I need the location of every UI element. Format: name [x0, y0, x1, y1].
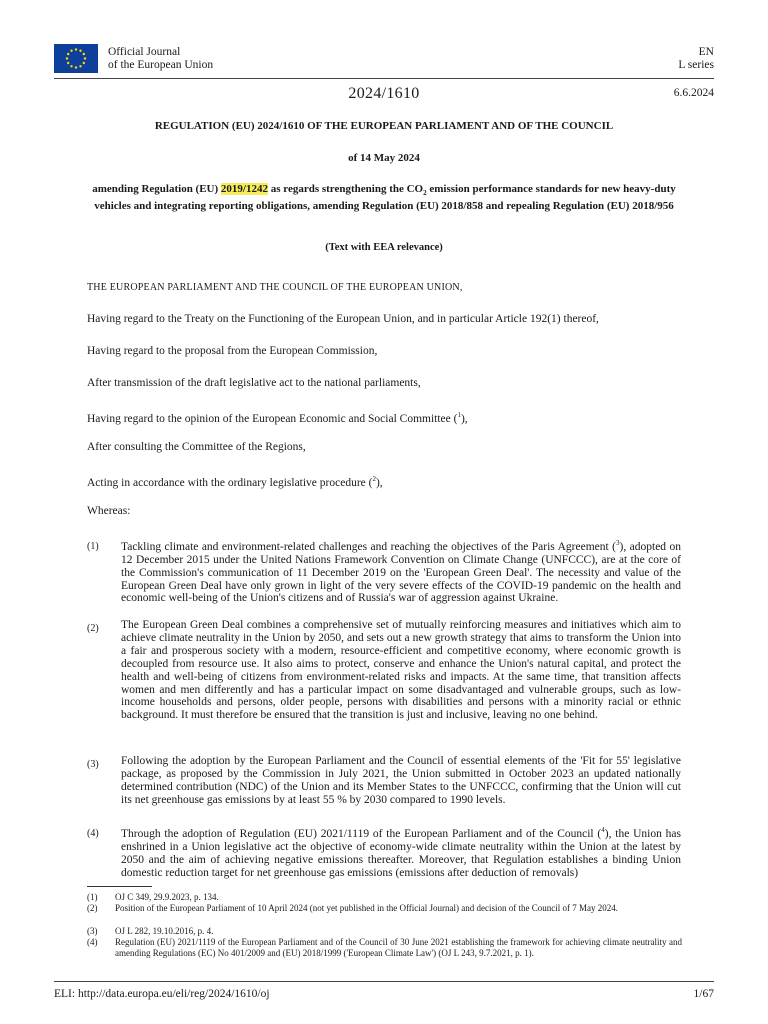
footnote-ref[interactable]: 4	[601, 826, 605, 834]
subject-text: as regards strengthening the CO	[267, 183, 424, 195]
eu-flag-icon	[54, 44, 98, 73]
footnote-number: (2)	[87, 903, 98, 913]
whereas-label: Whereas:	[87, 505, 131, 517]
footnote-ref[interactable]: 1	[457, 411, 461, 419]
citation-text: Acting in accordance with the ordinary legislative procedure (	[87, 476, 373, 489]
language-code: EN	[698, 46, 714, 58]
flag-star	[75, 48, 77, 50]
citation	[87, 377, 682, 390]
citation-text: After consulting the Committee of the Regions,	[87, 441, 306, 453]
eea-relevance: (Text with EEA relevance)	[325, 242, 443, 253]
flag-star	[83, 62, 85, 64]
citation-text: After transmission of the draft legislative act to the national parliaments,	[87, 377, 421, 389]
recital-body: Tackling climate and environment-related challenges and reaching the objectives of the Paris Agreement (	[121, 540, 616, 553]
citation	[87, 313, 682, 326]
header-divider	[54, 78, 714, 79]
footnote-divider	[87, 886, 152, 887]
footnote-number: (1)	[87, 892, 98, 902]
regulation-subject	[90, 183, 678, 213]
citation-text: Having regard to the opinion of the European Economic and Social Committee (	[87, 412, 458, 425]
footnote-text: OJ C 349, 29.9.2023, p. 134.	[115, 892, 219, 902]
document-number: 2024/1610	[348, 85, 420, 102]
preamble: THE EUROPEAN PARLIAMENT AND THE COUNCIL OF THE EUROPEAN UNION,	[87, 282, 463, 293]
subscript: 2	[423, 189, 427, 198]
citation-text: ),	[460, 412, 468, 425]
subject-text: emission performance standards for new heavy-duty vehicles and integrating reporting obligations, amending Regulation (EU) 2018/858 and repealing Regulation (EU) 2018/956	[94, 183, 676, 213]
flag-star	[70, 65, 72, 67]
recital-text	[121, 824, 681, 879]
recital-number: (1)	[87, 541, 99, 552]
citation-text: Having regard to the Treaty on the Functioning of the European Union, and in particular Article 192(1) thereof,	[87, 313, 599, 325]
footnote-text: Position of the European Parliament of 10 April 2024 (not yet published in the Official Journal) and decision of the Council of 7 May 2024.	[115, 903, 618, 913]
recital-number: (2)	[87, 623, 99, 634]
series-label: L series	[678, 59, 714, 71]
citation-text: ),	[375, 476, 383, 489]
flag-star	[83, 53, 85, 55]
footer-divider	[54, 981, 714, 982]
recital-text	[121, 537, 681, 605]
regulation-date: of 14 May 2024	[348, 152, 420, 164]
highlighted-reference[interactable]: 2019/1242	[220, 183, 268, 195]
citation	[87, 473, 682, 489]
recital-body: Through the adoption of Regulation (EU) 2021/1119 of the European Parliament and of the Council (	[121, 827, 602, 840]
journal-title: Official Journal	[108, 46, 181, 58]
footnote-text: Regulation (EU) 2021/1119 of the European Parliament and of the Council of 30 June 2021 establishing the framework for achieving climate neutrality and amending Regulations (EC) No 401/2009 and (EU) 2018/1999 ('European Climate Law') (OJ L 243, 9.7.2021, p. 1).	[115, 937, 682, 958]
flag-star	[84, 57, 86, 59]
citation	[87, 441, 682, 454]
footnote-ref[interactable]: 3	[615, 539, 620, 547]
recital-text	[121, 755, 681, 807]
flag-star	[75, 66, 77, 68]
eli-link[interactable]: ELI: http://data.europa.eu/eli/reg/2024/1610/oj	[54, 988, 270, 1000]
recital-number: (4)	[87, 828, 99, 839]
subject-text: amending Regulation (EU)	[92, 183, 221, 195]
regulation-title: REGULATION (EU) 2024/1610 OF THE EUROPEAN PARLIAMENT AND OF THE COUNCIL	[154, 120, 614, 132]
flag-star	[66, 57, 68, 59]
citation-text: Having regard to the proposal from the European Commission,	[87, 345, 378, 357]
recital-number: (3)	[87, 759, 99, 770]
footnote-number: (4)	[87, 937, 98, 947]
footnote-number: (3)	[87, 926, 98, 936]
footnote-ref[interactable]: 2	[372, 475, 376, 483]
recital-body: The European Green Deal combines a comprehensive set of mutually reinforcing measures and initiatives which aim to achieve climate neutrality in the Union by 2050, and sets out a new growth strategy that aims to transform the Union into a fair and prosperous society with a modern, resource-efficient and competitive economy, where economic growth is decoupled from resource use. It also aims to protect, conserve and enhance the Union's natural capital, and protect the health and well-being of citizens from environment-related risks and impacts. At the same time, that transition affects women and men differently and has a particular impact on some disadvantaged and vulnerable groups, such as low-income households and persons, older people, persons with disabilities and persons with a minority racial or ethnic background. It must therefore be ensured that the transition is just and inclusive, leaving no one behind.	[121, 619, 681, 722]
citation	[87, 409, 682, 425]
flag-star	[67, 53, 69, 55]
flag-star	[70, 50, 72, 52]
footnote-text: OJ L 282, 19.10.2016, p. 4.	[115, 926, 214, 936]
recital-text	[121, 619, 681, 722]
flag-star	[67, 62, 69, 64]
recital-body: Following the adoption by the European Parliament and the Council of essential elements of the 'Fit for 55' legislative package, as proposed by the Commission in July 2021, the Union submitted in October 2023 an updated nationally determined contribution (NDC) of the Union and its Member States to the UNFCCC, confirming that the Union will cut its net greenhouse gas emissions by at least 55 % by 2030 compared to 1990 levels.	[121, 755, 681, 806]
recital-body: ), adopted on 12 December 2015 under the United Nations Framework Convention on Climate Change (UNFCCC), are at the core of the Commission's communication of 11 December 2019 on the 'European Green Deal'. The necessity and value of the European Green Deal have only grown in light of the very severe effects of the COVID-19 pandemic on the health and economic well-being of the Union's citizens and of Russia's war of aggression against Ukraine.	[121, 540, 682, 605]
flag-star	[79, 50, 81, 52]
page-number: 1/67	[693, 988, 714, 1000]
flag-star	[79, 65, 81, 67]
journal-subtitle: of the European Union	[108, 59, 214, 71]
citation	[87, 345, 682, 358]
publication-date: 6.6.2024	[673, 87, 714, 99]
recital-body: ), the Union has enshrined in a Union legislative act the objective of economy-wide climate neutrality within the Union at the latest by 2050 and the aim of achieving negative emissions thereafter. Moreover, that Regulation establishes a binding Union domestic reduction target for net greenhouse gas emissions (emissions after deduction of removals)	[121, 827, 681, 879]
